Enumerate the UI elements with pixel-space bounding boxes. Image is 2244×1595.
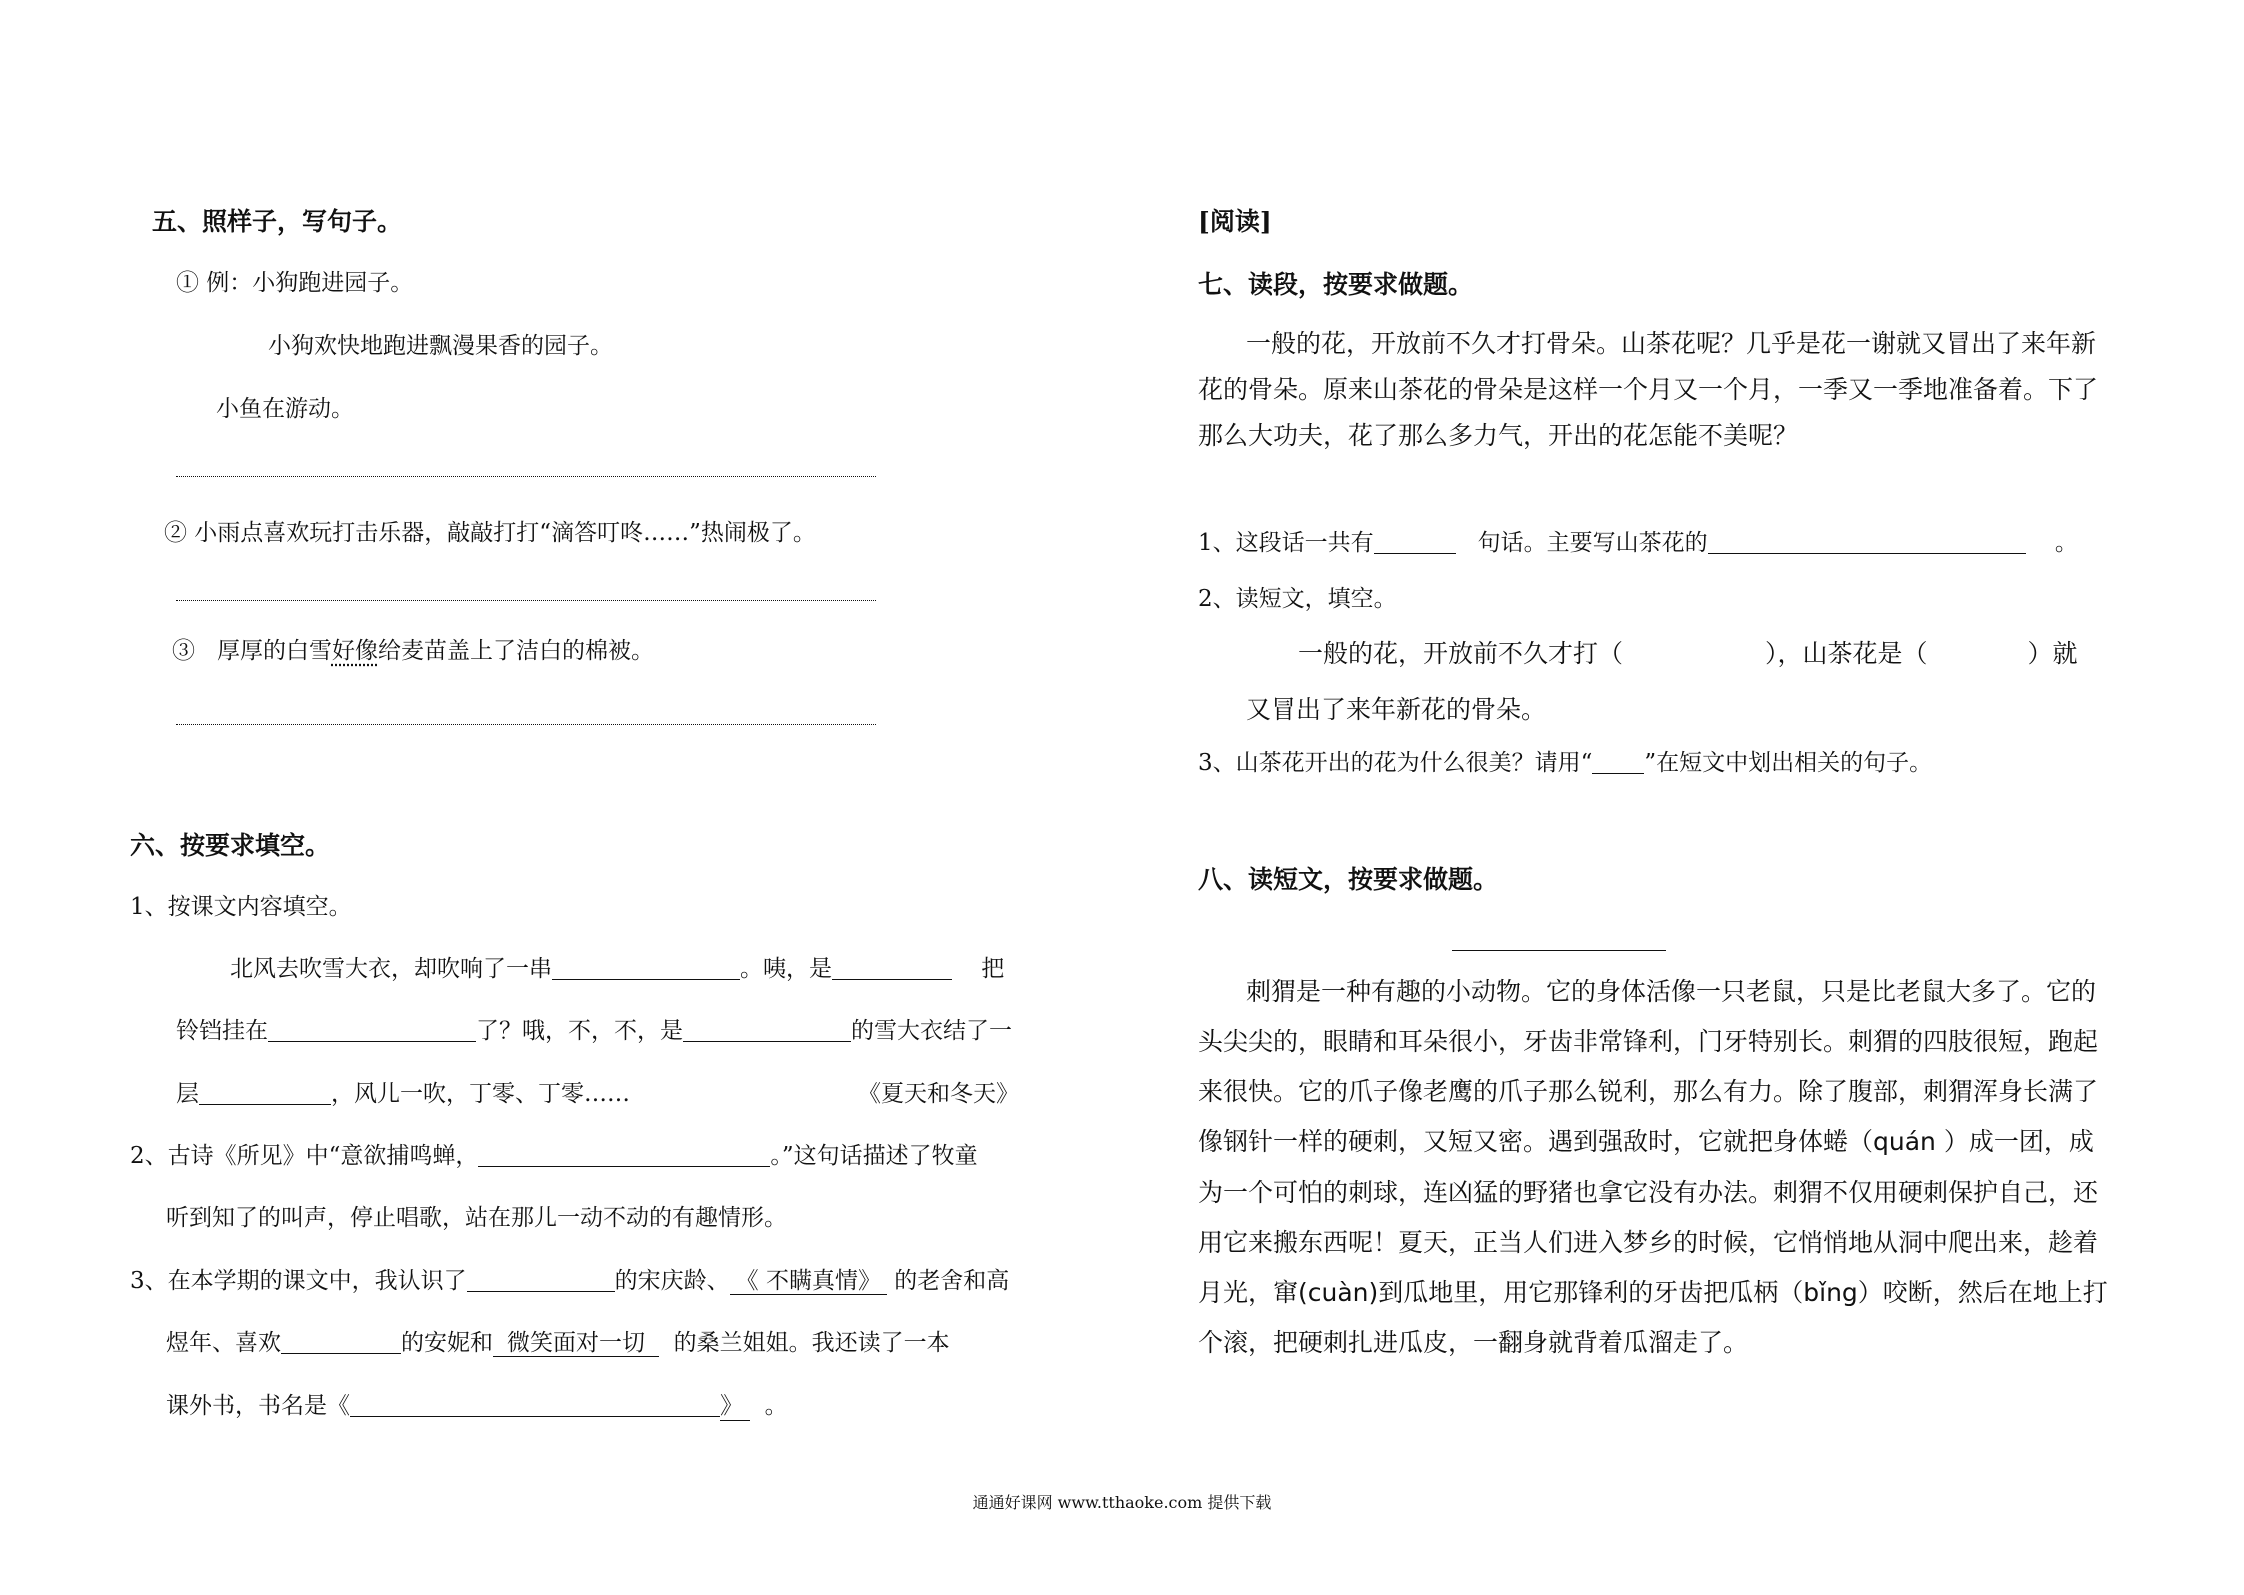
question-3-number: ③ xyxy=(172,638,195,664)
question-7-2-line-2: 又冒出了来年新花的骨朵。 xyxy=(1246,695,1547,724)
text: ），山茶花是（ xyxy=(1765,639,1928,668)
text: 的安妮和 xyxy=(401,1330,493,1356)
text: 一般的花，开放前不久才打（ xyxy=(1298,639,1624,668)
question-2-sentence: ② 小雨点喜欢玩打击乐器，敲敲打打“滴答叮咚……”热闹极了。 xyxy=(164,520,816,546)
blank-input[interactable] xyxy=(552,955,740,980)
passage-7-line-1: 一般的花，开放前不久才打骨朵。山茶花呢？几乎是花一谢就又冒出了来年新 xyxy=(1246,329,2097,358)
text: 的老舍和高 xyxy=(894,1268,1010,1294)
question-3-text-b: 给麦苗盖上了洁白的棉被。 xyxy=(377,638,654,664)
reading-tag: [阅读] xyxy=(1198,207,1272,236)
text: 2、古诗《所见》中“意欲捕鸣蝉， xyxy=(130,1143,479,1169)
text: 煜年、喜欢 xyxy=(166,1330,281,1356)
question-1-sentence: 小鱼在游动。 xyxy=(216,396,354,422)
text: 铃铛挂在 xyxy=(176,1018,268,1044)
question-3-sentence xyxy=(172,632,654,665)
passage-8-line-3: 来很快。它的爪子像老鹰的爪子那么锐利，那么有力。除了腹部，刺猬浑身长满了 xyxy=(1198,1077,2099,1106)
blank-input[interactable] xyxy=(1708,529,2026,554)
title-blank-line[interactable] xyxy=(1452,950,1666,951)
section-8-heading: 八、读短文，按要求做题。 xyxy=(1198,865,1499,894)
passage-8-line-7: 月光，窜(cuàn)到瓜地里，用它那锋利的牙齿把瓜柄（bǐng）咬断，然后在地上打 xyxy=(1198,1278,2108,1307)
fill-item-2-line-2: 听到知了的叫声，停止唱歌，站在那儿一动不动的有趣情形。 xyxy=(166,1205,787,1231)
passage-8-line-4: 像钢针一样的硬刺，又短又密。遇到强敌时，它就把身体蜷（quán ）成一团，成 xyxy=(1198,1127,2094,1156)
blank-input[interactable] xyxy=(1374,529,1456,554)
fill-item-1-line-3 xyxy=(176,1075,630,1108)
text: 层 xyxy=(176,1081,199,1107)
text: 。”这句话描述了牧童 xyxy=(770,1143,978,1169)
text: ）就 xyxy=(2027,639,2078,668)
question-7-1 xyxy=(1198,524,2078,557)
answer-line-3[interactable] xyxy=(176,724,876,725)
text: 。 xyxy=(764,1393,788,1419)
fill-item-1-line-1 xyxy=(230,950,1004,983)
section-7-heading: 七、读段，按要求做题。 xyxy=(1198,270,1474,299)
blank-tail: 》 xyxy=(720,1387,750,1421)
answer-line-2[interactable] xyxy=(176,600,876,601)
text: 的雪大衣结了一 xyxy=(851,1018,1012,1044)
passage-8-line-2: 头尖尖的，眼睛和耳朵很小，牙齿非常锋利，门牙特别长。刺猬的四肢很短，跑起 xyxy=(1198,1027,2099,1056)
passage-8-line-1: 刺猬是一种有趣的小动物。它的身体活像一只老鼠，只是比老鼠大多了。它的 xyxy=(1246,977,2097,1006)
text: 的宋庆龄、 xyxy=(614,1268,730,1294)
example-label: ① 例：小狗跑进园子。 xyxy=(176,270,414,296)
text: 了？哦，不，不，是 xyxy=(476,1018,683,1044)
question-3-text-a: 厚厚的白雪 xyxy=(216,638,332,664)
text: 北风去吹雪大衣，却吹响了一串 xyxy=(230,956,552,982)
passage-8-line-5: 为一个可怕的刺球，连凶猛的野猪也拿它没有办法。刺猬不仅用硬刺保护自己，还 xyxy=(1198,1178,2099,1207)
blank-input[interactable] xyxy=(832,955,952,980)
filled-blank: 《 不瞒真情》 xyxy=(730,1268,887,1295)
section-6-heading: 六、按要求填空。 xyxy=(130,831,331,860)
question-7-3 xyxy=(1198,744,1932,777)
filled-blank: 微笑面对一切 xyxy=(493,1330,659,1357)
text: ”在短文中划出相关的句子。 xyxy=(1644,750,1933,776)
passage-7-line-2: 花的骨朵。原来山茶花的骨朵是这样一个月又一个月，一季又一季地准备着。下了 xyxy=(1198,375,2099,404)
text: 3、在本学期的课文中，我认识了 xyxy=(130,1268,467,1294)
text: 。咦，是 xyxy=(740,956,832,982)
blank-input[interactable] xyxy=(478,1142,770,1167)
passage-7-line-3: 那么大功夫，花了那么多力气，开出的花怎能不美呢？ xyxy=(1198,421,1799,450)
source-title: 《夏天和冬天》 xyxy=(858,1081,1019,1107)
example-answer: 小狗欢快地跑进飘漫果香的园子。 xyxy=(268,333,613,359)
question-3-dotted-word: 好像 xyxy=(331,638,378,664)
fill-item-2-line-1 xyxy=(130,1137,978,1170)
text: 课外书，书名是《 xyxy=(166,1393,350,1419)
blank-input[interactable] xyxy=(281,1329,401,1354)
text: 3、山茶花开出的花为什么很美？请用“ xyxy=(1198,750,1593,776)
fill-item-3-line-1 xyxy=(130,1262,1009,1295)
question-7-2-line-1 xyxy=(1298,634,2078,670)
section-5-heading: 五、照样子，写句子。 xyxy=(152,207,403,236)
text: 句话。主要写山茶花的 xyxy=(1477,530,1708,556)
text: 1、这段话一共有 xyxy=(1198,530,1374,556)
blank-input[interactable] xyxy=(199,1080,331,1105)
blank-input[interactable] xyxy=(350,1392,720,1417)
underline-sample xyxy=(1592,749,1644,774)
text: 的桑兰姐姐。我还读了一本 xyxy=(673,1330,950,1356)
blank-input[interactable] xyxy=(268,1017,476,1042)
blank-input[interactable] xyxy=(467,1267,615,1292)
text: 把 xyxy=(981,956,1005,982)
text: 。 xyxy=(2054,530,2078,556)
footer-credit: 通通好课网 www.tthaoke.com 提供下载 xyxy=(972,1493,1272,1512)
fill-item-1-line-2 xyxy=(176,1012,1012,1045)
text: ，风儿一吹，丁零、丁零…… xyxy=(331,1081,630,1107)
blank-input[interactable] xyxy=(683,1017,851,1042)
passage-8-line-6: 用它来搬东西呢！夏天，正当人们进入梦乡的时候，它悄悄地从洞中爬出来，趁着 xyxy=(1198,1228,2099,1257)
fill-item-3-line-3 xyxy=(166,1387,788,1421)
fill-item-3-line-2 xyxy=(166,1324,950,1357)
question-7-2: 2、读短文，填空。 xyxy=(1198,586,1397,612)
answer-line-1[interactable] xyxy=(176,476,876,477)
passage-8-line-8: 个滚，把硬刺扎进瓜皮，一翻身就背着瓜溜走了。 xyxy=(1198,1328,1749,1357)
fill-item-1-title: 1、按课文内容填空。 xyxy=(130,894,352,920)
